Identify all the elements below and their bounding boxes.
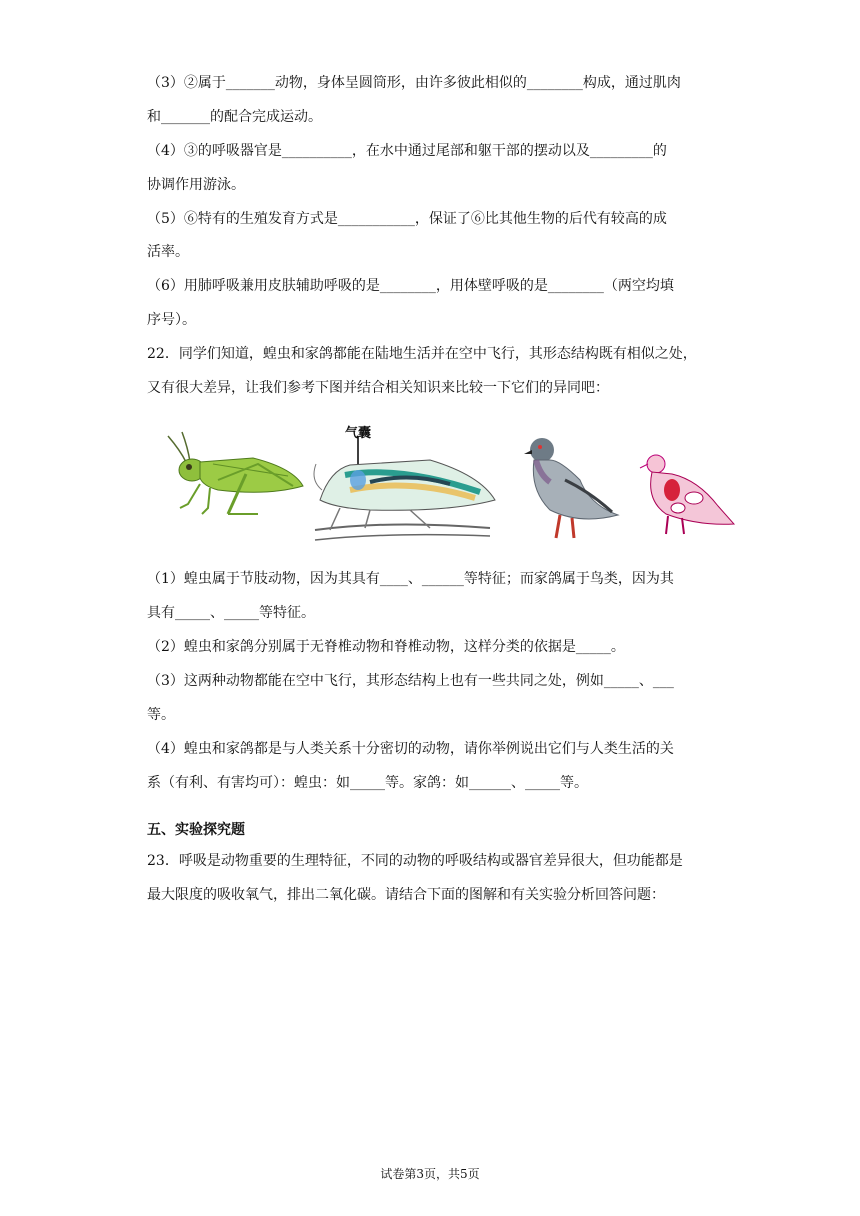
- q23-line2: 最大限度的吸收氧气，排出二氧化碳。请结合下面的图解和有关实验分析回答问题：: [147, 887, 665, 903]
- section-heading: 五、实验探究题: [147, 822, 245, 838]
- air-sac-label: 气囊: [345, 426, 372, 441]
- pigeon-image: [520, 420, 620, 550]
- q22-part3-line2: 等。: [147, 707, 175, 723]
- q21-part5-line2: 活率。: [147, 244, 189, 260]
- q21-part5-line1: （5）⑥特有的生殖发育方式是___________，保证了⑥比其他生物的后代有较高的成: [147, 211, 667, 227]
- q22-intro-line1: 22．同学们知道，蝗虫和家鸽都能在陆地生活并在空中飞行，其形态结构既有相似之处，: [147, 346, 697, 362]
- q22-part4-line1: （4）蝗虫和家鸽都是与人类关系十分密切的动物，请你举例说出它们与人类生活的关: [147, 741, 674, 757]
- q21-part4-line2: 协调作用游泳。: [147, 177, 245, 193]
- q21-part4-line1: （4）③的呼吸器官是__________，在水中通过尾部和躯干部的摆动以及_________的: [147, 143, 667, 159]
- grasshopper-image: [158, 428, 308, 518]
- q21-part3-line2: 和_______的配合完成运动。: [147, 109, 322, 125]
- q22-part1-line2: 具有_____、_____等特征。: [147, 605, 315, 621]
- q21-part6-line2: 序号）。: [147, 312, 196, 328]
- q22-part4-line2: 系（有利、有害均可）：蝗虫：如_____等。家鸽：如______、_____等。: [147, 775, 588, 791]
- q23-line1: 23．呼吸是动物重要的生理特征，不同的动物的呼吸结构或器官差异很大，但功能都是: [147, 853, 683, 869]
- q22-part3-line1: （3）这两种动物都能在空中飞行，其形态结构上也有一些共同之处，例如_____、___: [147, 673, 674, 689]
- page-footer: 试卷第3页，共5页: [380, 1167, 480, 1181]
- pigeon-anatomy-diagram: [638, 450, 738, 540]
- q22-intro-line2: 又有很大差异，让我们参考下图并结合相关知识来比较一下它们的异同吧：: [147, 380, 609, 396]
- q22-part1-line1: （1）蝗虫属于节肢动物，因为其具有____、______等特征；而家鸽属于鸟类，因为其: [147, 571, 674, 587]
- q22-part2: （2）蝗虫和家鸽分别属于无脊椎动物和脊椎动物，这样分类的依据是_____。: [147, 639, 625, 655]
- grasshopper-anatomy-diagram: [310, 420, 500, 555]
- q22-figure: [150, 420, 740, 555]
- q21-part3-line1: （3）②属于_______动物，身体呈圆筒形，由许多彼此相似的________构成，通过肌肉: [147, 75, 681, 91]
- q21-part6-line1: （6）用肺呼吸兼用皮肤辅助呼吸的是________，用体壁呼吸的是________（两空均填: [147, 278, 674, 294]
